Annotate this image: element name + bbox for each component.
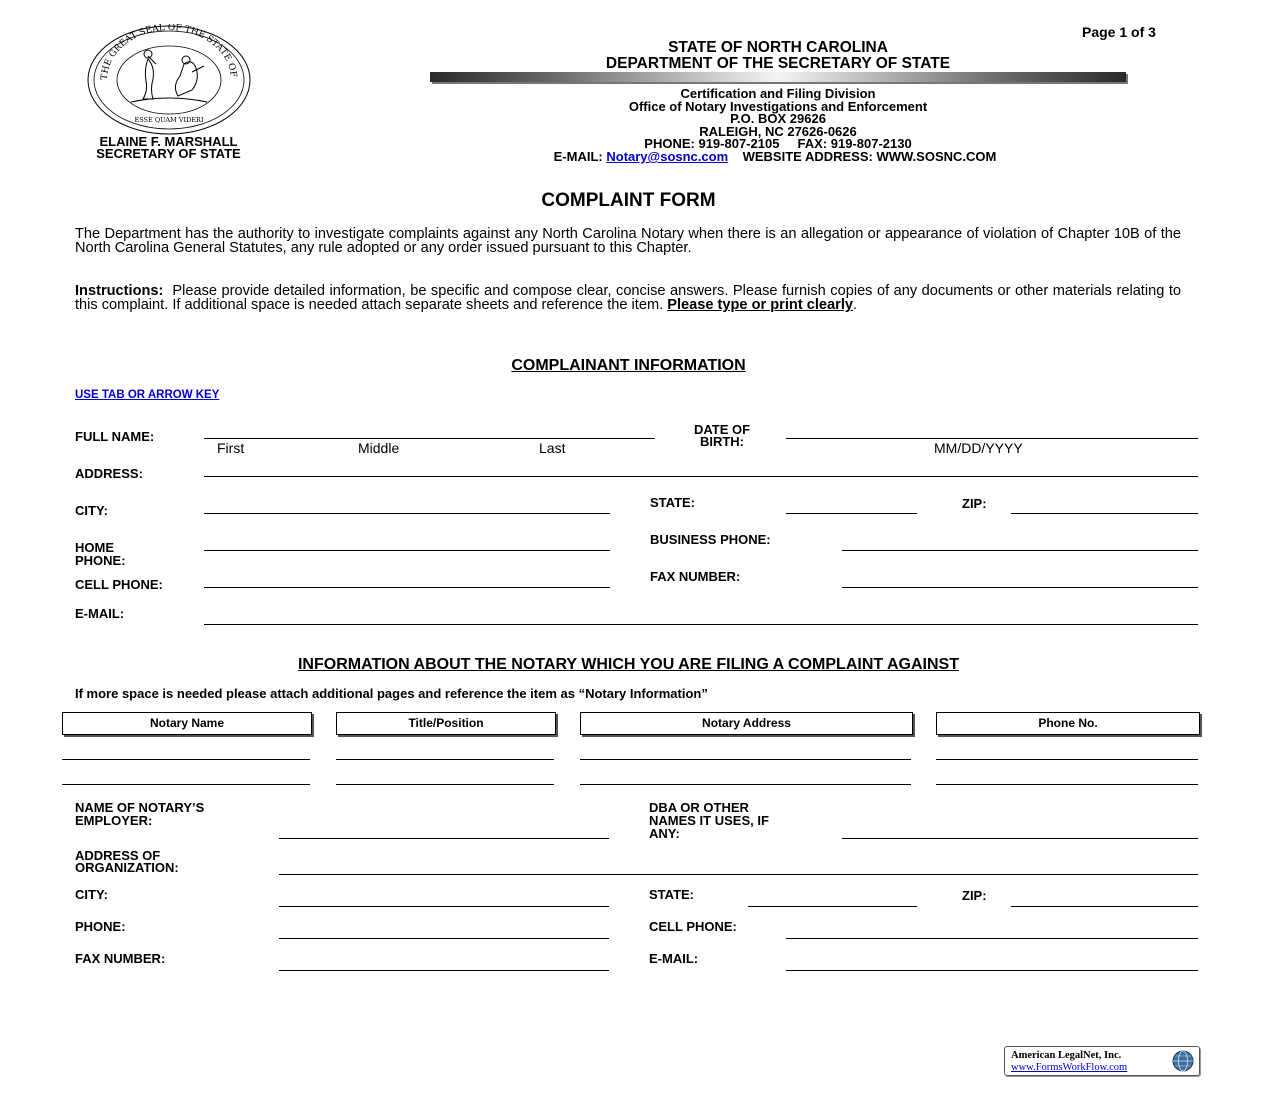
notary-email-input[interactable] bbox=[786, 970, 1198, 971]
cell-phone-input[interactable] bbox=[204, 587, 610, 588]
dob-input[interactable] bbox=[786, 438, 1198, 439]
business-phone-input[interactable] bbox=[842, 550, 1198, 551]
notary-city-label: CITY: bbox=[75, 887, 108, 902]
notary-cell-phone-label: CELL PHONE: bbox=[649, 919, 737, 934]
employer-label-line1: NAME OF NOTARY’S bbox=[75, 800, 205, 815]
first-name-caption: First bbox=[217, 440, 245, 456]
instructions-label: Instructions: bbox=[75, 283, 164, 299]
complainant-heading: COMPLAINANT INFORMATION bbox=[511, 357, 746, 374]
phone-input-row2[interactable] bbox=[936, 784, 1198, 785]
state-title: STATE OF NORTH CAROLINA bbox=[668, 39, 888, 56]
notary-cell-phone-input[interactable] bbox=[786, 938, 1198, 939]
official-name: ELAINE F. MARSHALL bbox=[99, 134, 238, 149]
tab-hint-link[interactable]: USE TAB OR ARROW KEY bbox=[75, 389, 220, 401]
notary-state-label: STATE: bbox=[649, 887, 695, 902]
employer-label-line2: EMPLOYER: bbox=[75, 813, 153, 828]
dba-input[interactable] bbox=[842, 838, 1198, 839]
zip-label: ZIP: bbox=[962, 496, 987, 511]
phone-label: PHONE: bbox=[644, 136, 699, 151]
legalnet-badge[interactable] bbox=[1004, 1046, 1200, 1076]
notary-address-input-row1[interactable] bbox=[580, 759, 911, 760]
instructions-paragraph bbox=[75, 284, 1181, 313]
city-line: RALEIGH, NC 27626-0626 bbox=[699, 123, 857, 139]
full-name-label: FULL NAME: bbox=[75, 429, 155, 444]
middle-name-caption: Middle bbox=[358, 440, 400, 456]
city-input[interactable] bbox=[204, 513, 610, 514]
legalnet-url[interactable]: www.FormsWorkFlow.com bbox=[1011, 1062, 1128, 1073]
notary-phone-input[interactable] bbox=[279, 938, 609, 939]
state-input[interactable] bbox=[786, 513, 917, 514]
org-address-label-line2: ORGANIZATION: bbox=[75, 860, 179, 875]
last-name-caption: Last bbox=[539, 440, 566, 456]
website: WWW.SOSNC.COM bbox=[876, 149, 997, 164]
address-label: ADDRESS: bbox=[75, 466, 143, 481]
email-label: E-MAIL: bbox=[75, 606, 125, 621]
address-input[interactable] bbox=[204, 476, 1198, 477]
home-phone-input[interactable] bbox=[204, 550, 610, 551]
seal-motto: ESSE QUAM VIDERI bbox=[134, 116, 204, 124]
fax-label: FAX: bbox=[797, 136, 831, 151]
notary-city-input[interactable] bbox=[279, 906, 609, 907]
cell-phone-label: CELL PHONE: bbox=[75, 577, 163, 592]
notary-email-label: E-MAIL: bbox=[649, 951, 699, 966]
header-divider bbox=[430, 72, 1126, 82]
svg-text:THE GREAT SEAL OF THE STATE OF bbox=[86, 24, 238, 80]
po-box: P.O. BOX 29626 bbox=[730, 111, 826, 126]
intro-paragraph: The Department has the authority to investigate complaints against any North Carolina Notary when there is an allegation or appearance of violation of Chapter 10B of the North Carolina General Statutes, any rule adopted or any order issued pursuant to this Chapter. bbox=[75, 226, 1181, 257]
column-header-notary-name: Notary Name bbox=[62, 712, 312, 735]
notary-name-input-row2[interactable] bbox=[62, 784, 310, 785]
notary-name-input-row1[interactable] bbox=[62, 759, 310, 760]
instructions-end: . bbox=[852, 297, 858, 314]
division: Certification and Filing Division bbox=[680, 86, 876, 101]
fax-number-input[interactable] bbox=[842, 587, 1198, 588]
globe-icon bbox=[1171, 1049, 1195, 1073]
notary-phone-label: PHONE: bbox=[75, 919, 126, 934]
dob-format-caption: MM/DD/YYYY bbox=[934, 440, 1023, 456]
title-position-input-row2[interactable] bbox=[336, 784, 554, 785]
business-phone-label: BUSINESS PHONE: bbox=[650, 532, 771, 547]
department-title: DEPARTMENT OF THE SECRETARY OF STATE bbox=[605, 55, 951, 72]
column-header-notary-address: Notary Address bbox=[580, 712, 913, 735]
city-label: CITY: bbox=[75, 503, 108, 518]
page-number: Page 1 of 3 bbox=[1082, 24, 1156, 40]
notary-state-input[interactable] bbox=[748, 906, 917, 907]
zip-input[interactable] bbox=[1011, 513, 1198, 514]
instructions-emphasis: Please type or print clearly bbox=[667, 297, 853, 314]
website-label: WEBSITE ADDRESS: bbox=[742, 149, 877, 164]
notary-address-input-row2[interactable] bbox=[580, 784, 911, 785]
legalnet-company: American LegalNet, Inc. bbox=[1011, 1050, 1122, 1061]
phone-number: 919-807-2105 bbox=[698, 136, 780, 151]
fax-number: 919-807-2130 bbox=[830, 136, 912, 151]
official-title: SECRETARY OF STATE bbox=[96, 146, 241, 161]
column-header-title-position: Title/Position bbox=[336, 712, 556, 735]
dba-label-line3: ANY: bbox=[649, 826, 680, 841]
employer-input[interactable] bbox=[279, 838, 609, 839]
contact-line bbox=[440, 151, 1110, 164]
seal-outer-text: THE GREAT SEAL OF THE STATE OF bbox=[99, 24, 238, 81]
email-link[interactable]: Notary@sosnc.com bbox=[606, 149, 729, 164]
column-header-phone: Phone No. bbox=[936, 712, 1200, 735]
fax-number-label: FAX NUMBER: bbox=[650, 569, 741, 584]
home-phone-label-line1: HOME bbox=[75, 540, 114, 555]
full-name-input[interactable] bbox=[204, 438, 655, 439]
email-input[interactable] bbox=[204, 624, 1198, 625]
instructions-text: Please provide detailed information, be specific and compose clear, concise answers. Please furnish copies of any documents or other materials relating to this complaint. If additional space is needed attach separate sheets and reference the item. bbox=[75, 283, 1181, 314]
state-seal bbox=[86, 24, 252, 141]
notary-fax-input[interactable] bbox=[279, 970, 609, 971]
state-label: STATE: bbox=[650, 495, 696, 510]
home-phone-label-line2: PHONE: bbox=[75, 553, 126, 568]
email-label: E-MAIL: bbox=[553, 149, 607, 164]
notary-zip-label: ZIP: bbox=[962, 888, 987, 903]
org-address-label-line1: ADDRESS OF bbox=[75, 848, 161, 863]
org-address-input[interactable] bbox=[279, 874, 1198, 875]
title-position-input-row1[interactable] bbox=[336, 759, 554, 760]
office: Office of Notary Investigations and Enforcement bbox=[628, 98, 928, 114]
notary-zip-input[interactable] bbox=[1011, 906, 1198, 907]
dob-label-line1: DATE OF bbox=[693, 422, 751, 437]
phone-input-row1[interactable] bbox=[936, 759, 1198, 760]
dba-label-line1: DBA OR OTHER bbox=[649, 800, 749, 815]
dba-label-line2: NAMES IT USES, IF bbox=[649, 813, 769, 828]
notary-note: If more space is needed please attach additional pages and reference the item as “Notary Information” bbox=[75, 686, 708, 701]
dob-label-line2: BIRTH: bbox=[699, 434, 745, 449]
form-title: COMPLAINT FORM bbox=[541, 190, 716, 211]
notary-fax-label: FAX NUMBER: bbox=[75, 951, 166, 966]
notary-heading: INFORMATION ABOUT THE NOTARY WHICH YOU ARE FILING A COMPLAINT AGAINST bbox=[297, 656, 959, 673]
